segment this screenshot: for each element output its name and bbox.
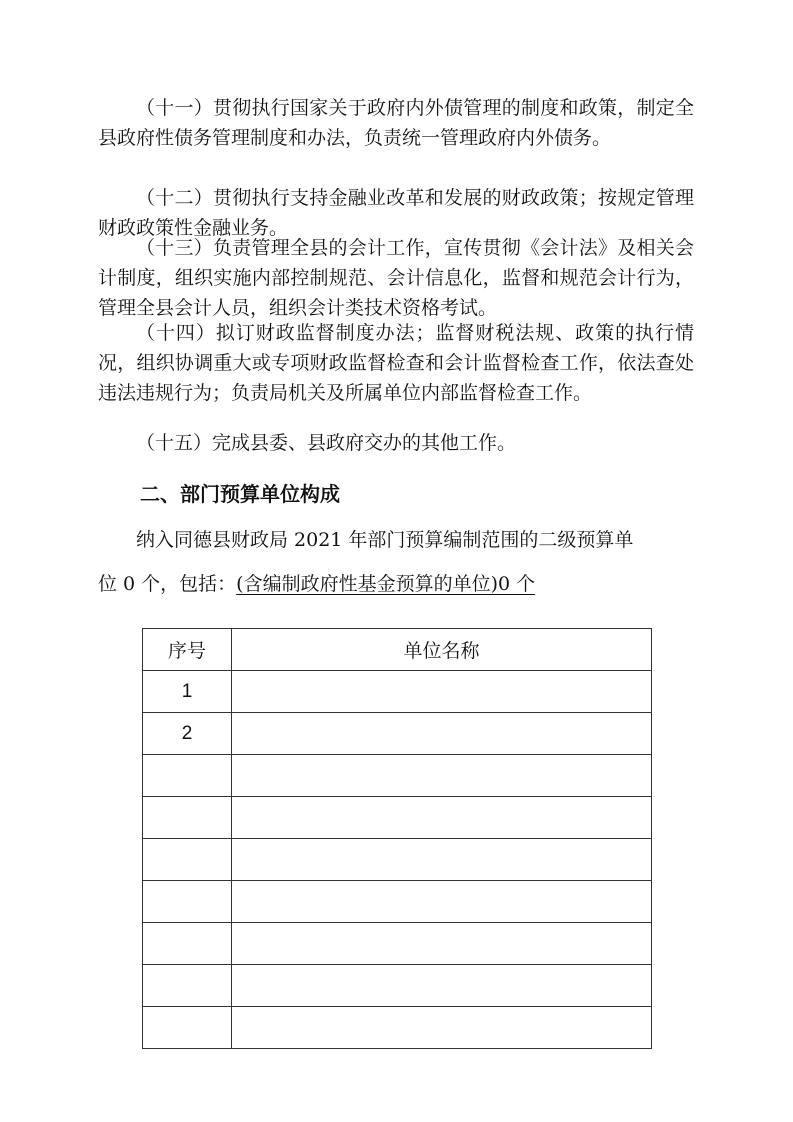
row-index-cell	[143, 839, 232, 881]
row-unit-name-cell	[232, 671, 652, 713]
row-index-cell	[143, 965, 232, 1007]
column-header-index: 序号	[143, 629, 232, 671]
row-unit-name-cell	[232, 1007, 652, 1049]
row-unit-name-cell	[232, 755, 652, 797]
row-unit-name-cell	[232, 839, 652, 881]
row-index-cell	[143, 881, 232, 923]
column-header-unit-name: 单位名称	[232, 629, 652, 671]
row-unit-name-cell	[232, 797, 652, 839]
intro-line-2	[98, 570, 535, 598]
section-heading: 二、部门预算单位构成	[140, 482, 340, 506]
intro-underlined-note: (含编制政府性基金预算的单位)0 个	[236, 573, 536, 595]
duty-item-13: （十三）负责管理全县的会计工作，宣传贯彻《会计法》及相关会计制度，组织实施内部控制规范、会计信息化，监督和规范会计行为，管理全县会计人员，组织会计类技术资格考试。	[98, 237, 694, 319]
duty-item-12: （十二）贯彻执行支持金融业改革和发展的财政政策；按规定管理财政政策性金融业务。	[98, 187, 694, 239]
duty-item-15: （十五）完成县委、县政府交办的其他工作。	[136, 432, 517, 454]
row-index-cell	[143, 923, 232, 965]
duty-item-11: （十一）贯彻执行国家关于政府内外债管理的制度和政策，制定全县政府性债务管理制度和办法，负责统一管理政府内外债务。	[98, 97, 694, 149]
row-index-cell	[143, 1007, 232, 1049]
table-row	[143, 923, 652, 965]
table-header-row	[143, 629, 652, 671]
table-row	[143, 713, 652, 755]
table-row	[143, 881, 652, 923]
table-row	[143, 1007, 652, 1049]
intro-line-1: 纳入同德县财政局 2021 年部门预算编制范围的二级预算单	[136, 529, 634, 551]
row-unit-name-cell	[232, 923, 652, 965]
row-unit-name-cell	[232, 881, 652, 923]
table-row	[143, 797, 652, 839]
row-index-cell	[143, 797, 232, 839]
intro-prefix: 位 0 个，包括：	[98, 573, 237, 595]
duty-item-14: （十四）拟订财政监督制度办法；监督财税法规、政策的执行情况，组织协调重大或专项财政监督检查和会计监督检查工作，依法查处违法违规行为；负责局机关及所属单位内部监督检查工作。	[98, 322, 694, 404]
table-row	[143, 671, 652, 713]
row-index-cell	[143, 755, 232, 797]
table-row	[143, 965, 652, 1007]
row-index-cell: 1	[143, 671, 232, 713]
row-unit-name-cell	[232, 965, 652, 1007]
row-index-cell: 2	[143, 713, 232, 755]
table-row	[143, 839, 652, 881]
table-row	[143, 755, 652, 797]
budget-units-table	[142, 628, 652, 1049]
row-unit-name-cell	[232, 713, 652, 755]
